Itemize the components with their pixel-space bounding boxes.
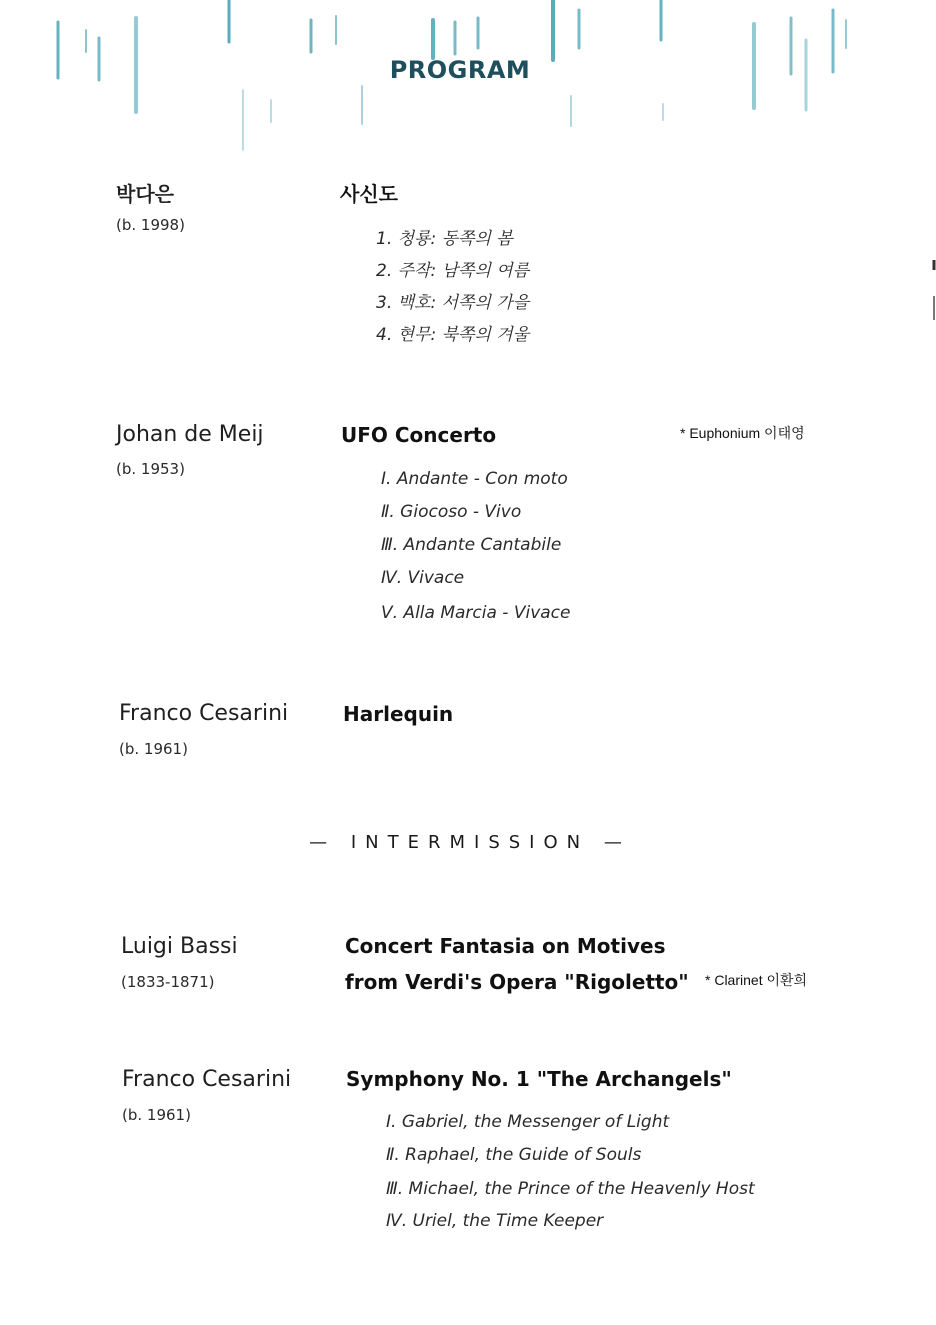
work-title-line-2: from Verdi's Opera "Rigoletto" [345,970,689,994]
work-title: Symphony No. 1 "The Archangels" [346,1067,732,1091]
movement-item: Ⅱ. Giocoso - Vivo [381,502,522,522]
movement-item: Ⅴ. Alla Marcia - Vivace [381,603,571,623]
composer-years: (1833-1871) [121,973,215,991]
composer-name: Johan de Meij [116,422,264,447]
work-title-line-1: Concert Fantasia on Motives [345,934,666,958]
soloist-note: * Euphonium 이태영 [680,425,805,441]
page-edge-shadow [930,240,936,330]
composer-years: (b. 1961) [119,740,188,758]
composer-name: 박다은 [116,182,174,206]
page-title: PROGRAM [389,56,531,84]
movement-item: Ⅰ. Andante - Con moto [381,469,568,489]
work-title: 사신도 [340,182,398,206]
composer-name: Franco Cesarini [122,1067,292,1092]
movement-item: Ⅲ. Andante Cantabile [381,535,562,555]
movement-item: 2. 주작: 남쪽의 여름 [376,261,530,281]
movement-item: Ⅲ. Michael, the Prince of the Heavenly Host [386,1179,755,1199]
composer-years: (b. 1998) [116,216,185,234]
composer-name: Franco Cesarini [119,701,289,726]
composer-years: (b. 1961) [122,1106,191,1124]
composer-years: (b. 1953) [116,460,185,478]
work-title: Harlequin [343,702,454,726]
movement-item: 3. 백호: 서쪽의 가을 [376,293,530,313]
movement-item: 4. 현무: 북쪽의 겨울 [376,325,530,345]
movement-item: Ⅱ. Raphael, the Guide of Souls [386,1145,642,1165]
work-title: UFO Concerto [341,423,497,447]
rain-decoration [0,0,936,170]
composer-name: Luigi Bassi [121,934,238,959]
movement-item: 1. 청룡: 동쪽의 봄 [376,229,513,249]
movement-item: Ⅳ. Vivace [381,568,465,588]
movement-item: Ⅳ. Uriel, the Time Keeper [386,1211,604,1231]
intermission-divider: — INTERMISSION — [309,832,631,853]
soloist-note: * Clarinet 이환희 [705,972,808,988]
movement-item: Ⅰ. Gabriel, the Messenger of Light [386,1112,670,1132]
